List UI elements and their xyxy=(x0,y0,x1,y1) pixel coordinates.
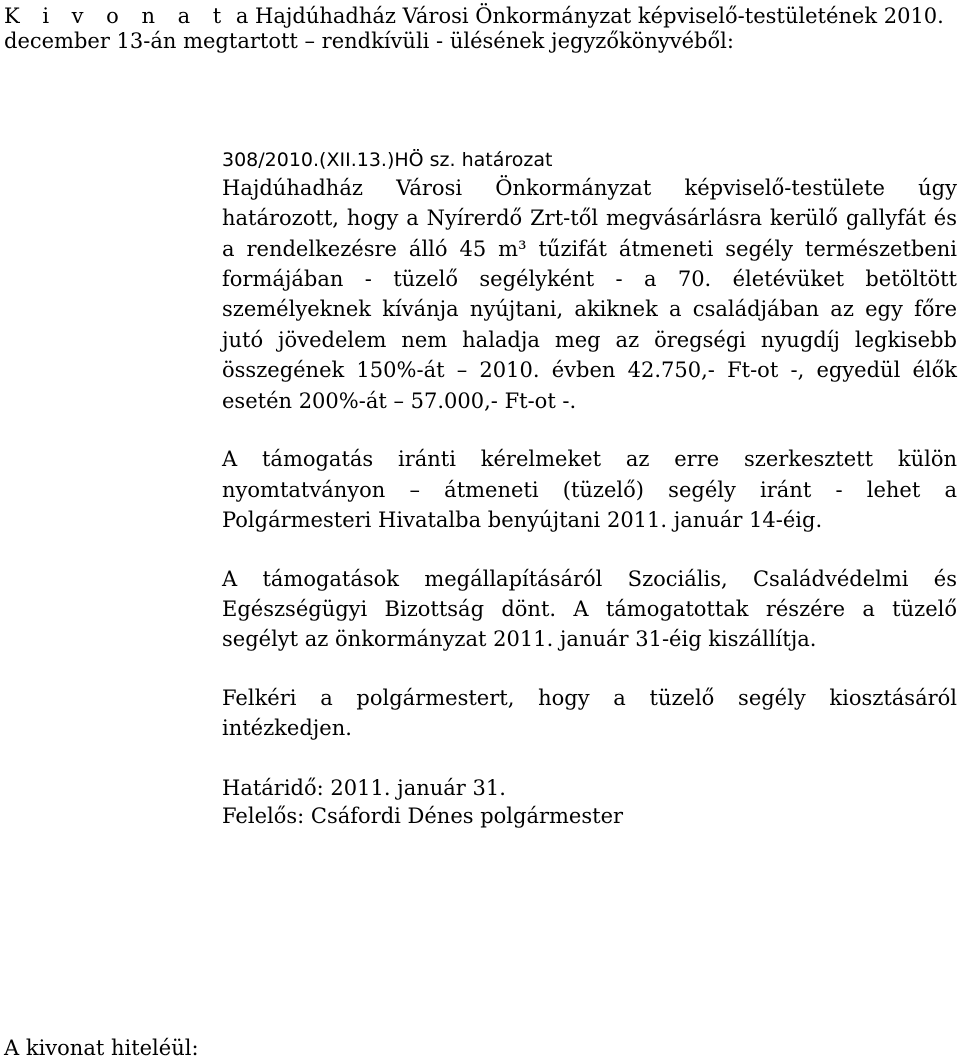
resolution-title: 308/2010.(XII.13.)HÖ sz. határozat xyxy=(222,149,553,171)
certification-line: A kivonat hiteléül: xyxy=(4,1036,199,1060)
responsible-line: Felelős: Csáfordi Dénes polgármester xyxy=(222,804,624,829)
resolution-paragraph-2: A támogatás iránti kérelmeket az erre szerkesztett külön nyomtatványon – átmeneti (tüzelő) segély iránt - lehet a Polgármesteri Hivatalba benyújtani 2011. január 14-éig. xyxy=(222,447,957,533)
resolution-paragraph-3: A támogatások megállapításáról Szociális, Családvédelmi és Egészségügyi Bizottság dönt. A támogatottak részére a tüzelő segélyt az önkormányzat 2011. január 31-éig kiszállítja. xyxy=(222,566,957,652)
header-line-1 xyxy=(4,4,954,29)
header-line-1-text: a Hajdúhadház Városi Önkormányzat képviselő-testületének 2010. xyxy=(229,4,944,28)
header-line-2: december 13-án megtartott – rendkívüli - ülésének jegyzőkönyvéből: xyxy=(4,29,734,54)
document-header xyxy=(4,4,954,54)
resolution-meta xyxy=(222,774,957,831)
resolution-body xyxy=(222,148,957,830)
kivonat-label: K i v o n a t xyxy=(4,4,230,28)
resolution-paragraph-1: Hajdúhadház Városi Önkormányzat képviselő-testülete úgy határozott, hogy a Nyírerdő Zrt-től megvásárlásra kerülő gallyfát és a rendelkezésre álló 45 m³ tűzifát átmeneti segély természetbeni formájában - tüzelő segélyként - a 70. életévüket betöltött személyeknek kívánja nyújtani, akiknek a családjában az egy főre jutó jövedelem nem haladja meg az öregségi nyugdíj legkisebb összegének 150%-át – 2010. évben 42.750,- Ft-ot -, egyedül élők esetén 200%-át – 57.000,- Ft-ot -. xyxy=(222,175,957,413)
resolution-paragraph-4: Felkéri a polgármestert, hogy a tüzelő segély kiosztásáról intézkedjen. xyxy=(222,685,957,741)
deadline-line: Határidő: 2011. január 31. xyxy=(222,775,506,800)
